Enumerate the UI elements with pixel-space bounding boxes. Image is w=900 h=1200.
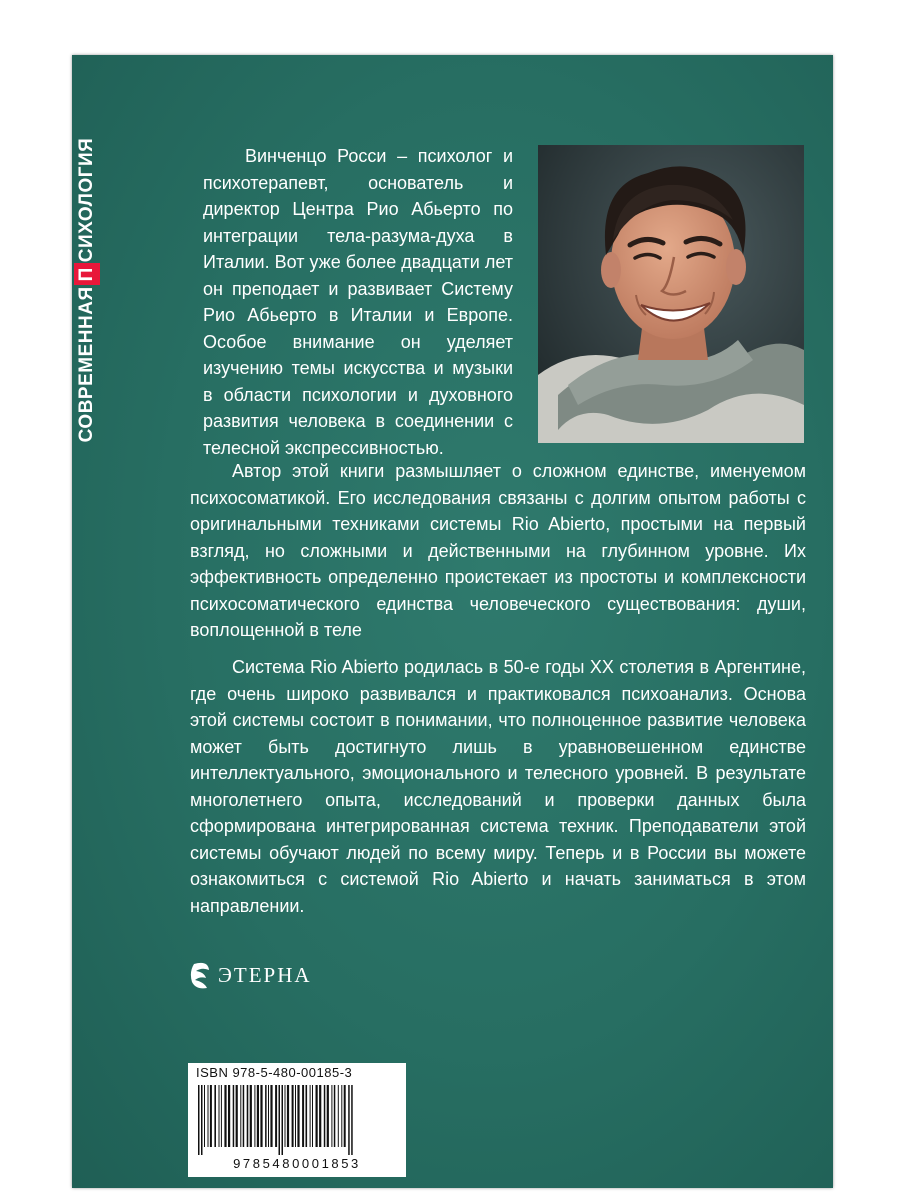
barcode-bar [240, 1085, 241, 1147]
barcode-bar [224, 1085, 226, 1147]
series-title-part2: СИХОЛОГИЯ [76, 137, 97, 263]
barcode-bar [310, 1085, 311, 1147]
eterna-logo-icon [190, 960, 212, 990]
publisher-name: ЭТЕРНА [218, 962, 312, 987]
barcode-bar [228, 1085, 230, 1147]
series-title-part1: СОВРЕМЕННАЯ [76, 286, 97, 443]
paragraph-3: Система Rio Abierto родилась в 50-е годы XX столетия в Аргентине, где очень широко развивался и практиковался психоанализ. Основа этой системы состоит в понимании, что полноценное развитие человека может быть достигнуто лишь в уравновешенном единстве интеллектуального, эмоционального и телесного уровней. В результате многолетнего опыта, исследований и проверки данных была сформирована интегрированная система техник. Преподаватели этой системы обучают людей по всему миру. Теперь и в России вы можете ознакомиться с системой Rio Abierto и начать заниматься в этом направлении. [190, 657, 806, 916]
series-title-accent: П [74, 263, 100, 285]
barcode-bar [257, 1085, 259, 1147]
description-paragraph-2 [190, 458, 806, 644]
barcode-bar [214, 1085, 216, 1147]
barcode-bar [348, 1085, 350, 1155]
author-portrait-icon [538, 145, 804, 443]
barcode-bar [338, 1085, 339, 1147]
barcode-bar [334, 1085, 336, 1147]
description-paragraph-3 [190, 654, 806, 919]
barcode-bar [236, 1085, 238, 1147]
barcode-bar [250, 1085, 252, 1147]
barcode-bar [341, 1085, 342, 1147]
barcode-bar [247, 1085, 249, 1147]
barcode-bar [297, 1085, 299, 1147]
barcode-bar [351, 1085, 353, 1155]
barcode-bar [279, 1085, 281, 1155]
barcode-bar [327, 1085, 329, 1147]
barcode-bar [295, 1085, 296, 1147]
isbn-label: ISBN 978-5-480-00185-3 [196, 1065, 353, 1080]
paragraph-2: Автор этой книги размышляет о сложном единстве, именуемом психосоматикой. Его исследования связаны с долгим опытом работы с оригинальными техниками системы Rio Abierto, простыми на первый взгляд, но сложными и действенными на глубинном уровне. Их эффективность определенно проистекает из простоты и комплексности психосоматического единства человеческого существования: души, воплощенной в теле [190, 461, 806, 640]
barcode-bar [292, 1085, 294, 1147]
barcode-bar [208, 1085, 209, 1147]
barcode-bar [265, 1085, 267, 1147]
barcode-bar [285, 1085, 286, 1147]
author-photo [538, 145, 804, 443]
barcode-bar [254, 1085, 255, 1147]
barcode-bar [316, 1085, 318, 1147]
barcode-bar [344, 1085, 346, 1147]
barcode-bar [282, 1085, 284, 1155]
barcode-bar [319, 1085, 321, 1147]
barcode-bar [302, 1085, 304, 1147]
barcode-bars [196, 1085, 398, 1155]
barcode-bar [210, 1085, 212, 1147]
barcode-bar [287, 1085, 289, 1147]
barcode-bar [233, 1085, 235, 1147]
barcode-bar [306, 1085, 308, 1147]
barcode-bar [204, 1085, 205, 1147]
barcode-bar [275, 1085, 277, 1147]
barcode-bar [312, 1085, 313, 1147]
barcode-digits: 9785480001853 [233, 1156, 361, 1171]
barcode [188, 1063, 406, 1177]
barcode-bar [268, 1085, 269, 1147]
barcode-bar [260, 1085, 262, 1147]
paragraph-1: Винченцо Росси – психолог и психотерапевт, основатель и директор Центра Рио Абьерто по интеграции тела-разума-духа в Италии. Вот уже более двадцати лет он преподает и развивает Систему Рио Абьерто в Италии и Европе. Особое внимание он уделяет изучению темы искусства и музыки в области психологии и духовного развития человека в соединении с телесной экспрессивностью. [203, 146, 513, 458]
barcode-bar [221, 1085, 222, 1147]
publisher-logo [190, 960, 312, 990]
barcode-bar [219, 1085, 220, 1147]
barcode-bar [324, 1085, 326, 1147]
barcode-bar [198, 1085, 200, 1155]
barcode-bar [270, 1085, 272, 1147]
barcode-bar [201, 1085, 203, 1155]
series-title [72, 137, 102, 443]
barcode-bar [243, 1085, 245, 1147]
barcode-bar [331, 1085, 332, 1147]
author-bio-paragraph [203, 143, 513, 461]
